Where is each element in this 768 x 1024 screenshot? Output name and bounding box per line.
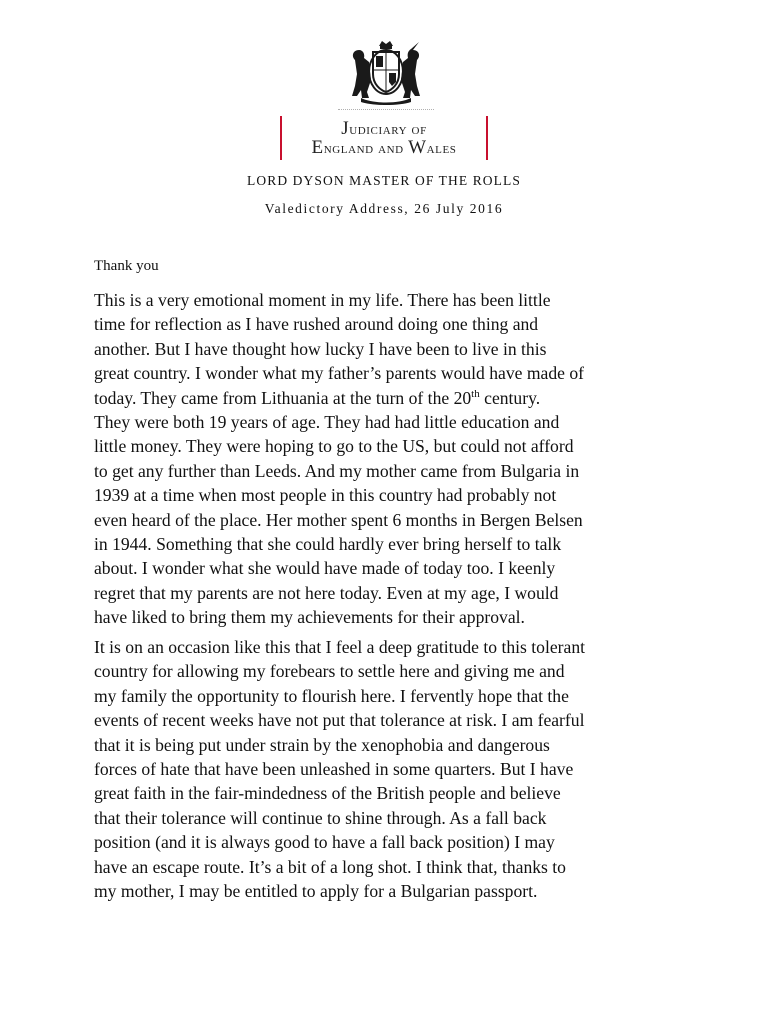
text-line: my mother, I may be entitled to apply for a Bulgarian passport.	[94, 881, 538, 902]
text-line: It is on an occasion like this that I feel a deep gratitude to this tolerant	[94, 637, 586, 657]
speaker-title: LORD DYSON MASTER OF THE ROLLS	[247, 173, 521, 188]
text-line: position (and it is always good to have a fall back position) I may	[94, 832, 555, 853]
text-line: This is a very emotional moment in my life. There has been little	[94, 290, 551, 310]
text-line: another. But I have thought how lucky I have been to live in this	[94, 338, 547, 359]
paragraph-2	[94, 635, 694, 903]
text-line: events of recent weeks have not put that tolerance at risk. I am fearful	[94, 710, 585, 731]
red-rule-right	[486, 116, 488, 160]
text-line: that their tolerance will continue to shine through. As a fall back	[94, 807, 547, 828]
text-line: great faith in the fair-mindedness of the British people and believe	[94, 783, 561, 804]
text-line: in 1944. Something that she could hardly ever bring herself to talk	[94, 534, 562, 555]
text-line: have an escape route. It’s a bit of a long shot. I think that, thanks to	[94, 856, 566, 877]
organisation-name-line1: Judiciary of	[341, 118, 427, 139]
text-line: country for allowing my forebears to settle here and giving me and	[94, 661, 565, 682]
address-subtitle: Valedictory Address, 26 July 2016	[264, 201, 504, 216]
text-line: about. I wonder what she would have made of today too. I keenly	[94, 558, 556, 579]
text-line: They were both 19 years of age. They had had little education and	[94, 412, 560, 433]
royal-coat-of-arms-icon	[349, 40, 423, 106]
text-line: have liked to bring them my achievements for their approval.	[94, 607, 525, 628]
opening-line: Thank you	[94, 258, 159, 274]
text-line: today. They came from Lithuania at the turn of the 20th century.	[94, 387, 541, 408]
text-line: great country. I wonder what my father’s parents would have made of	[94, 363, 585, 384]
organisation-name-line2: England and Wales	[311, 137, 457, 158]
superscript-th: th	[471, 387, 480, 400]
paragraph-1	[94, 288, 694, 630]
text-line: even heard of the place. Her mother spent 6 months in Bergen Belsen	[94, 509, 583, 530]
text-line: regret that my parents are not here today. Even at my age, I would	[94, 582, 559, 603]
text-line: time for reflection as I have rushed around doing one thing and	[94, 314, 539, 335]
text-line: forces of hate that have been unleashed in some quarters. But I have	[94, 759, 574, 780]
text-line: to get any further than Leeds. And my mother came from Bulgaria in	[94, 460, 580, 481]
text-line: 1939 at a time when most people in this country had probably not	[94, 485, 557, 506]
dotted-divider	[338, 109, 434, 110]
text-line: my family the opportunity to flourish here. I fervently hope that the	[94, 685, 569, 706]
text-line: little money. They were hoping to go to the US, but could not afford	[94, 436, 574, 457]
text-line: that it is being put under strain by the xenophobia and dangerous	[94, 734, 550, 755]
